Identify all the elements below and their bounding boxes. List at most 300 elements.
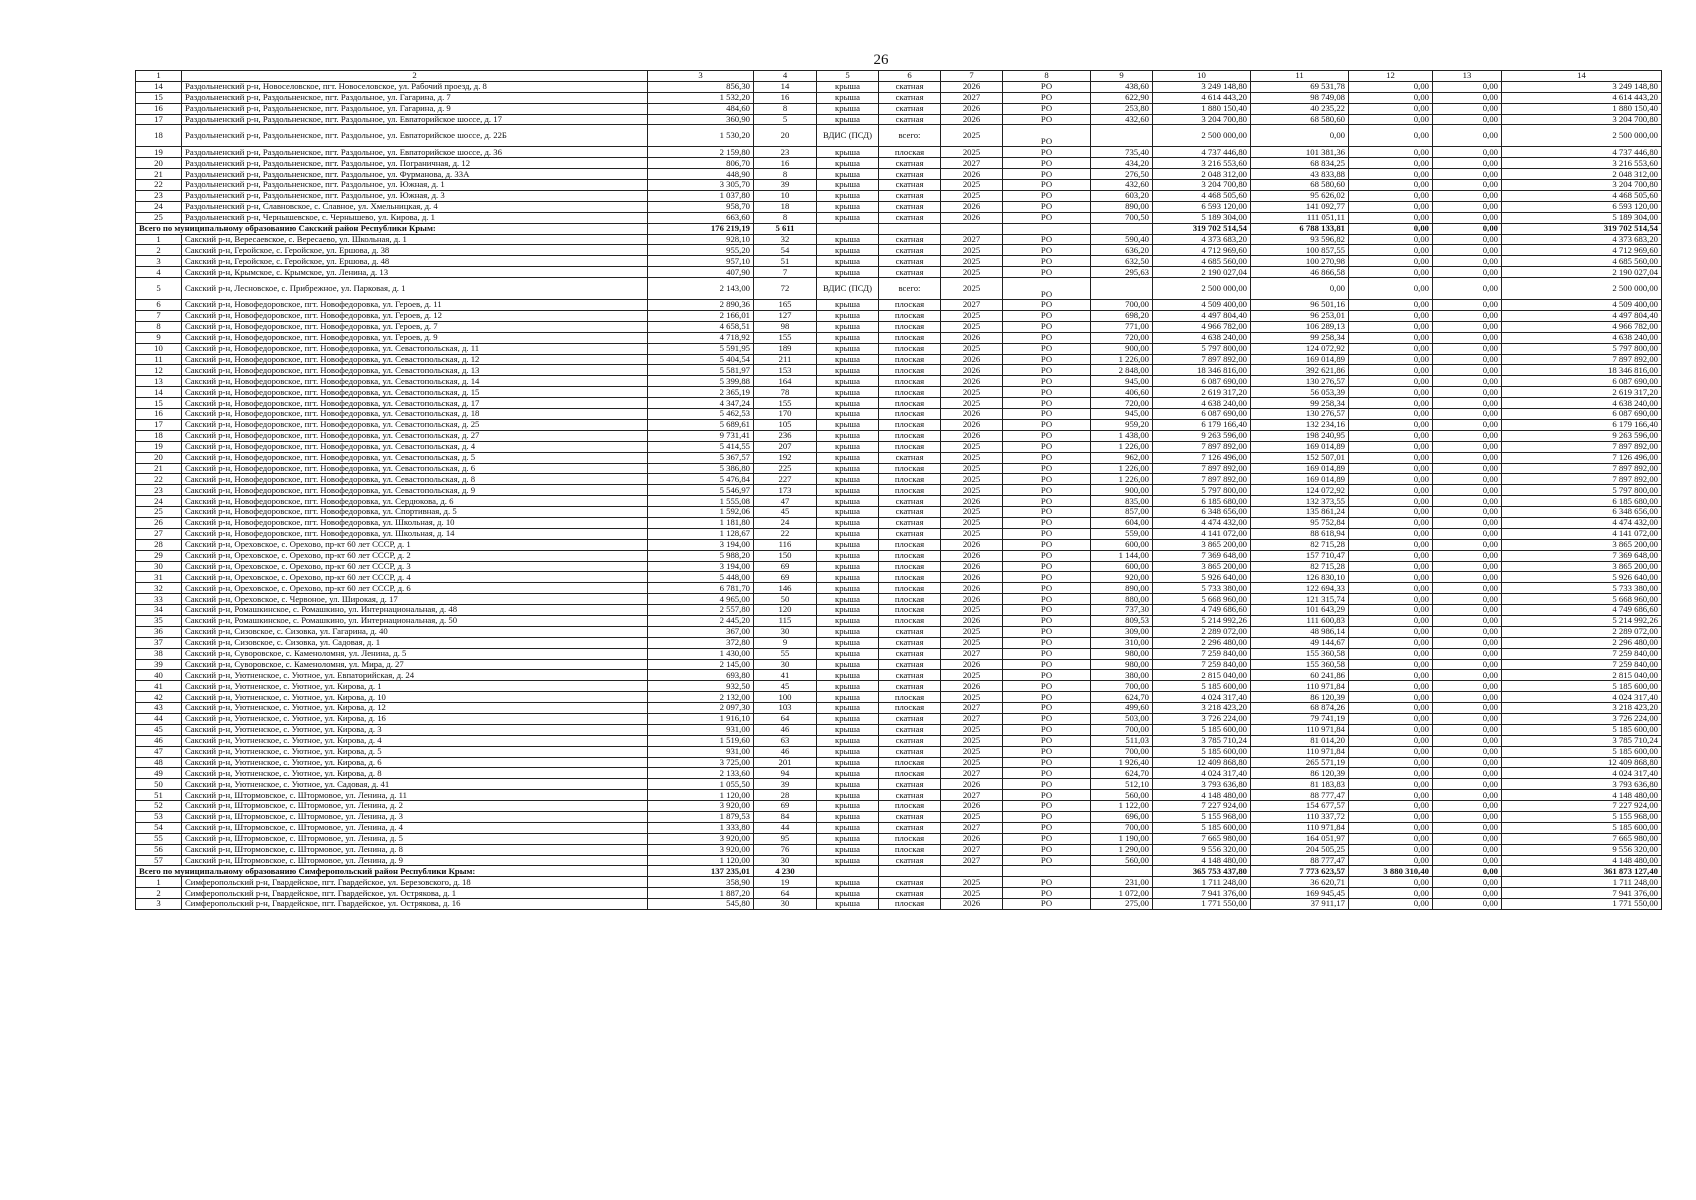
table-cell: 0,00: [1349, 746, 1433, 757]
table-cell: крыша: [817, 528, 879, 539]
table-cell: 0,00: [1349, 321, 1433, 332]
address-cell: Сакский р-н, Новофедоровское, пгт. Новофедоровка, ул. Севастопольская, д. 4: [182, 441, 648, 452]
address-cell: Сакский р-н, Уютненское, с. Уютное, ул. Кирова, д. 8: [182, 768, 648, 779]
table-cell: 0,00: [1433, 670, 1502, 681]
table-cell: 93 596,82: [1251, 234, 1349, 245]
table-cell: 120: [754, 605, 817, 616]
table-cell: 100 270,98: [1251, 256, 1349, 267]
table-cell: 47: [136, 746, 182, 757]
table-cell: 0,00: [1433, 409, 1502, 420]
table-cell: РО: [1003, 452, 1091, 463]
table-row: [136, 757, 1662, 768]
table-cell: 0,00: [1349, 594, 1433, 605]
table-cell: 2026: [941, 681, 1003, 692]
table-cell: плоская: [879, 321, 941, 332]
table-cell: крыша: [817, 757, 879, 768]
table-cell: крыша: [817, 245, 879, 256]
table-cell: крыша: [817, 103, 879, 114]
table-cell: 0,00: [1349, 528, 1433, 539]
table-cell: РО: [1003, 485, 1091, 496]
address-cell: Сакский р-н, Уютненское, с. Уютное, ул. Кирова, д. 16: [182, 713, 648, 724]
table-cell: РО: [1003, 191, 1091, 202]
table-cell: 806,70: [648, 158, 754, 169]
table-cell: крыша: [817, 201, 879, 212]
table-cell: 0,00: [1349, 877, 1433, 888]
table-cell: 3 920,00: [648, 833, 754, 844]
table-cell: 0,00: [1349, 583, 1433, 594]
table-cell: 2027: [941, 158, 1003, 169]
table-cell: 96 253,01: [1251, 311, 1349, 322]
table-cell: РО: [1003, 430, 1091, 441]
table-cell: 2026: [941, 409, 1003, 420]
table-cell: плоская: [879, 398, 941, 409]
table-cell: 231,00: [1091, 877, 1153, 888]
table-cell: 169 014,89: [1251, 463, 1349, 474]
table-cell: 857,00: [1091, 507, 1153, 518]
table-cell: 5: [754, 114, 817, 125]
address-cell: Сакский р-н, Уютненское, с. Уютное, ул. Кирова, д. 5: [182, 746, 648, 757]
address-cell: Сакский р-н, Уютненское, с. Уютное, ул. Кирова, д. 6: [182, 757, 648, 768]
table-cell: 720,00: [1091, 398, 1153, 409]
table-cell: 7 897 892,00: [1153, 441, 1251, 452]
table-cell: РО: [1003, 376, 1091, 387]
table-cell: 4 638 240,00: [1153, 398, 1251, 409]
table-cell: крыша: [817, 485, 879, 496]
table-cell: 6 179 166,40: [1502, 419, 1662, 430]
table-cell: 0,00: [1349, 561, 1433, 572]
table-cell: 12 409 868,80: [1153, 757, 1251, 768]
address-cell: Сакский р-н, Новофедоровское, пгт. Новофедоровка, ул. Севастопольская, д. 5: [182, 452, 648, 463]
table-cell: плоская: [879, 485, 941, 496]
table-cell: 0,00: [1433, 332, 1502, 343]
table-cell: плоская: [879, 474, 941, 485]
table-cell: скатная: [879, 713, 941, 724]
table-cell: РО: [1003, 561, 1091, 572]
table-cell: 2025: [941, 245, 1003, 256]
table-cell: 700,00: [1091, 681, 1153, 692]
table-cell: 170: [754, 409, 817, 420]
table-cell: 6 185 680,00: [1502, 496, 1662, 507]
table-cell: 6 087 690,00: [1153, 376, 1251, 387]
table-row: [136, 615, 1662, 626]
table-cell: 5 797 800,00: [1153, 485, 1251, 496]
address-cell: Раздольненский р-н, Раздольненское, пгт. Раздольное, ул. Гагарина, д. 7: [182, 92, 648, 103]
table-cell: 0,00: [1433, 550, 1502, 561]
table-cell: 275,00: [1091, 899, 1153, 910]
table-cell: 5 155 968,00: [1153, 812, 1251, 823]
table-cell: 2 143,00: [648, 278, 754, 300]
table-cell: 2026: [941, 550, 1003, 561]
table-cell: 24: [136, 201, 182, 212]
subtotal-cell: [1003, 223, 1091, 234]
table-cell: 928,10: [648, 234, 754, 245]
table-cell: РО: [1003, 365, 1091, 376]
table-cell: 1 532,20: [648, 92, 754, 103]
table-cell: скатная: [879, 452, 941, 463]
table-cell: 959,20: [1091, 419, 1153, 430]
table-cell: 2027: [941, 648, 1003, 659]
table-cell: 135 861,24: [1251, 507, 1349, 518]
table-cell: 9 263 596,00: [1502, 430, 1662, 441]
table-cell: 2 557,80: [648, 605, 754, 616]
table-cell: 41: [136, 681, 182, 692]
table-cell: 0,00: [1349, 768, 1433, 779]
table-cell: крыша: [817, 430, 879, 441]
table-cell: крыша: [817, 387, 879, 398]
table-cell: 2 166,01: [648, 311, 754, 322]
table-cell: 7 897 892,00: [1153, 354, 1251, 365]
table-cell: 64: [754, 713, 817, 724]
table-cell: 392 621,86: [1251, 365, 1349, 376]
table-cell: 98: [754, 321, 817, 332]
table-cell: РО: [1003, 757, 1091, 768]
table-cell: 3 793 636,80: [1502, 779, 1662, 790]
table-cell: 7 897 892,00: [1502, 354, 1662, 365]
table-cell: 5 926 640,00: [1153, 572, 1251, 583]
table-cell: 0,00: [1349, 114, 1433, 125]
subtotal-cell: [879, 223, 941, 234]
table-cell: 945,00: [1091, 409, 1153, 420]
table-cell: 2026: [941, 430, 1003, 441]
table-cell: 1 519,60: [648, 735, 754, 746]
table-cell: 37: [136, 637, 182, 648]
table-cell: 0,00: [1433, 899, 1502, 910]
table-cell: крыша: [817, 692, 879, 703]
table-cell: 15: [136, 398, 182, 409]
address-cell: Раздольненский р-н, Раздольненское, пгт. Раздольное, ул. Гагарина, д. 9: [182, 103, 648, 114]
table-cell: скатная: [879, 637, 941, 648]
table-cell: 36: [136, 626, 182, 637]
table-cell: плоская: [879, 899, 941, 910]
table-cell: скатная: [879, 724, 941, 735]
table-row: [136, 158, 1662, 169]
table-row: [136, 626, 1662, 637]
table-cell: 2 159,80: [648, 147, 754, 158]
table-cell: скатная: [879, 822, 941, 833]
table-cell: РО: [1003, 899, 1091, 910]
table-cell: 94: [754, 768, 817, 779]
subtotal-label: Всего по муниципальному образованию Сакский район Республики Крым:: [136, 223, 648, 234]
table-row: [136, 169, 1662, 180]
table-cell: 603,20: [1091, 191, 1153, 202]
table-cell: 49 144,67: [1251, 637, 1349, 648]
address-cell: Сакский р-н, Штормовское, с. Штормовое, ул. Ленина, д. 5: [182, 833, 648, 844]
table-cell: 2026: [941, 332, 1003, 343]
table-cell: 0,00: [1433, 212, 1502, 223]
table-cell: 0,00: [1433, 724, 1502, 735]
table-cell: 7 259 840,00: [1153, 648, 1251, 659]
table-cell: 155 360,58: [1251, 648, 1349, 659]
table-cell: 18: [136, 430, 182, 441]
table-cell: 4 148 480,00: [1153, 855, 1251, 866]
table-cell: 69: [754, 572, 817, 583]
table-cell: крыша: [817, 496, 879, 507]
table-cell: 0,00: [1433, 561, 1502, 572]
table-cell: 54: [136, 822, 182, 833]
table-cell: 0,00: [1349, 103, 1433, 114]
table-cell: 32: [136, 583, 182, 594]
table-cell: 512,10: [1091, 779, 1153, 790]
table-cell: 0,00: [1349, 332, 1433, 343]
table-cell: 18 346 816,00: [1153, 365, 1251, 376]
table-cell: всего:: [879, 278, 941, 300]
table-cell: 164 051,97: [1251, 833, 1349, 844]
table-row: [136, 746, 1662, 757]
table-cell: плоская: [879, 365, 941, 376]
subtotal-label: Всего по муниципальному образованию Симферопольский район Республики Крым:: [136, 866, 648, 877]
table-cell: 0,00: [1349, 899, 1433, 910]
table-cell: 17: [136, 114, 182, 125]
table-cell: 1 120,00: [648, 855, 754, 866]
table-cell: 2025: [941, 735, 1003, 746]
table-cell: 110 337,72: [1251, 812, 1349, 823]
table-cell: крыша: [817, 419, 879, 430]
column-number: 12: [1349, 71, 1433, 82]
table-cell: крыша: [817, 539, 879, 550]
table-cell: 51: [136, 790, 182, 801]
table-cell: 2025: [941, 180, 1003, 191]
table-cell: 4 749 686,60: [1153, 605, 1251, 616]
subtotal-cell: 0,00: [1433, 223, 1502, 234]
table-row: [136, 550, 1662, 561]
table-cell: 236: [754, 430, 817, 441]
column-number: 4: [754, 71, 817, 82]
address-cell: Сакский р-н, Штормовское, с. Штормовое, ул. Ленина, д. 3: [182, 812, 648, 823]
table-cell: 54: [754, 245, 817, 256]
table-cell: 0,00: [1349, 517, 1433, 528]
table-cell: 31: [136, 572, 182, 583]
table-cell: 2026: [941, 114, 1003, 125]
table-cell: РО: [1003, 713, 1091, 724]
table-cell: крыша: [817, 191, 879, 202]
table-cell: 2025: [941, 267, 1003, 278]
table-cell: 310,00: [1091, 637, 1153, 648]
table-cell: 4 497 804,40: [1153, 311, 1251, 322]
table-cell: 11: [136, 354, 182, 365]
subtotal-cell: 319 702 514,54: [1502, 223, 1662, 234]
table-cell: РО: [1003, 245, 1091, 256]
table-cell: 2026: [941, 103, 1003, 114]
table-cell: 4 373 683,20: [1153, 234, 1251, 245]
table-cell: 207: [754, 441, 817, 452]
table-cell: 700,00: [1091, 822, 1153, 833]
table-cell: 0,00: [1433, 539, 1502, 550]
table-cell: 3 218 423,20: [1153, 703, 1251, 714]
table-cell: 957,10: [648, 256, 754, 267]
address-cell: Раздольненский р-н, Раздольненское, пгт. Раздольное, ул. Евпаторийское шоссе, д. 22Б: [182, 125, 648, 147]
table-cell: 0,00: [1349, 180, 1433, 191]
table-cell: 636,20: [1091, 245, 1153, 256]
table-row: [136, 713, 1662, 724]
table-cell: 1 430,00: [648, 648, 754, 659]
table-cell: 4 712 969,60: [1502, 245, 1662, 256]
table-row: [136, 278, 1662, 300]
table-cell: скатная: [879, 779, 941, 790]
subtotal-cell: 5 611: [754, 223, 817, 234]
table-cell: 2026: [941, 899, 1003, 910]
table-row: [136, 779, 1662, 790]
table-cell: 0,00: [1433, 768, 1502, 779]
table-cell: плоская: [879, 539, 941, 550]
table-cell: 0,00: [1433, 790, 1502, 801]
table-cell: 18: [136, 125, 182, 147]
table-cell: 5 214 992,26: [1153, 615, 1251, 626]
table-cell: 0,00: [1349, 812, 1433, 823]
address-cell: Сакский р-н, Штормовское, с. Штормовое, ул. Ленина, д. 8: [182, 844, 648, 855]
column-number: 11: [1251, 71, 1349, 82]
table-cell: скатная: [879, 659, 941, 670]
column-number: 8: [1003, 71, 1091, 82]
table-cell: 624,70: [1091, 768, 1153, 779]
table-cell: 126 830,10: [1251, 572, 1349, 583]
table-cell: 1 887,20: [648, 888, 754, 899]
table-cell: 0,00: [1349, 496, 1433, 507]
address-cell: Сакский р-н, Штормовское, с. Штормовое, ул. Ленина, д. 2: [182, 801, 648, 812]
address-cell: Раздольненский р-н, Славновское, с. Славное, ул. Хмельницкая, д. 4: [182, 201, 648, 212]
table-cell: 0,00: [1349, 212, 1433, 223]
table-cell: скатная: [879, 267, 941, 278]
table-row: [136, 768, 1662, 779]
address-cell: Сакский р-н, Новофедоровское, пгт. Новофедоровка, ул. Школьная, д. 10: [182, 517, 648, 528]
table-cell: 4: [136, 267, 182, 278]
table-cell: 204 505,25: [1251, 844, 1349, 855]
table-cell: 50: [136, 779, 182, 790]
table-cell: 110 971,84: [1251, 681, 1349, 692]
column-number: 10: [1153, 71, 1251, 82]
table-cell: 6 348 656,00: [1502, 507, 1662, 518]
address-cell: Симферопольский р-н, Гвардейское, пгт. Гвардейское, ул. Березовского, д. 18: [182, 877, 648, 888]
table-cell: скатная: [879, 648, 941, 659]
table-cell: 18 346 816,00: [1502, 365, 1662, 376]
address-cell: Сакский р-н, Новофедоровское, пгт. Новофедоровка, ул. Героев, д. 9: [182, 332, 648, 343]
table-cell: 5 155 968,00: [1502, 812, 1662, 823]
table-cell: 49: [136, 768, 182, 779]
table-cell: 2025: [941, 387, 1003, 398]
table-cell: 5 733 380,00: [1153, 583, 1251, 594]
table-cell: 0,00: [1349, 703, 1433, 714]
address-cell: Сакский р-н, Ореховское, с. Орехово, пр-кт 60 лет СССР, д. 3: [182, 561, 648, 572]
table-cell: 46: [754, 746, 817, 757]
table-cell: 81 014,20: [1251, 735, 1349, 746]
table-cell: 700,50: [1091, 212, 1153, 223]
address-cell: Раздольненский р-н, Новоселовское, пгт. Новоселовское, ул. Рабочий проезд, д. 8: [182, 81, 648, 92]
table-cell: 3 218 423,20: [1502, 703, 1662, 714]
table-cell: плоская: [879, 376, 941, 387]
table-row: [136, 114, 1662, 125]
table-cell: скатная: [879, 681, 941, 692]
table-cell: 95 752,84: [1251, 517, 1349, 528]
table-cell: 22: [136, 474, 182, 485]
table-cell: 2025: [941, 474, 1003, 485]
table-cell: крыша: [817, 822, 879, 833]
table-cell: РО: [1003, 114, 1091, 125]
table-row: [136, 637, 1662, 648]
table-cell: 0,00: [1433, 452, 1502, 463]
table-cell: РО: [1003, 81, 1091, 92]
table-cell: 5 185 600,00: [1502, 681, 1662, 692]
table-cell: скатная: [879, 234, 941, 245]
table-cell: крыша: [817, 790, 879, 801]
table-cell: 560,00: [1091, 790, 1153, 801]
table-cell: 4 024 317,40: [1153, 768, 1251, 779]
subtotal-cell: [941, 223, 1003, 234]
table-cell: скатная: [879, 888, 941, 899]
table-cell: крыша: [817, 256, 879, 267]
table-cell: 2 815 040,00: [1502, 670, 1662, 681]
table-cell: 0,00: [1433, 517, 1502, 528]
table-cell: 4 468 505,60: [1153, 191, 1251, 202]
table-cell: РО: [1003, 626, 1091, 637]
table-cell: 69 531,78: [1251, 81, 1349, 92]
table-cell: 0,00: [1433, 474, 1502, 485]
table-cell: 5 185 600,00: [1153, 681, 1251, 692]
table-cell: 82 715,28: [1251, 561, 1349, 572]
table-cell: 46 866,58: [1251, 267, 1349, 278]
table-cell: крыша: [817, 572, 879, 583]
table-cell: РО: [1003, 180, 1091, 191]
table-row: [136, 332, 1662, 343]
table-cell: крыша: [817, 311, 879, 322]
table-cell: 4 347,24: [648, 398, 754, 409]
table-cell: 511,03: [1091, 735, 1153, 746]
table-cell: 86 120,39: [1251, 692, 1349, 703]
address-cell: Сакский р-н, Новофедоровское, пгт. Новофедоровка, ул. Севастопольская, д. 14: [182, 376, 648, 387]
table-cell: 2027: [941, 790, 1003, 801]
table-cell: 2025: [941, 637, 1003, 648]
table-cell: 0,00: [1433, 659, 1502, 670]
table-cell: 5 185 600,00: [1502, 724, 1662, 735]
table-row: [136, 343, 1662, 354]
table-cell: 600,00: [1091, 561, 1153, 572]
table-cell: 0,00: [1349, 191, 1433, 202]
table-cell: 3 204 700,80: [1153, 180, 1251, 191]
table-cell: 0,00: [1433, 147, 1502, 158]
table-cell: 2025: [941, 485, 1003, 496]
subtotal-row: [136, 866, 1662, 877]
table-cell: 2 048 312,00: [1502, 169, 1662, 180]
table-cell: 40: [136, 670, 182, 681]
table-cell: 30: [754, 659, 817, 670]
table-row: [136, 103, 1662, 114]
table-cell: 6 087 690,00: [1502, 409, 1662, 420]
table-cell: скатная: [879, 92, 941, 103]
table-cell: 5 185 600,00: [1153, 724, 1251, 735]
table-cell: 0,00: [1349, 201, 1433, 212]
table-cell: крыша: [817, 812, 879, 823]
table-row: [136, 822, 1662, 833]
table-cell: 25: [136, 212, 182, 223]
table-cell: 155: [754, 398, 817, 409]
table-cell: 2027: [941, 703, 1003, 714]
subtotal-cell: 137 235,01: [648, 866, 754, 877]
table-cell: 2026: [941, 365, 1003, 376]
table-cell: 0,00: [1349, 376, 1433, 387]
table-row: [136, 833, 1662, 844]
table-cell: 1 226,00: [1091, 441, 1153, 452]
table-cell: 5 689,61: [648, 419, 754, 430]
table-cell: 1 333,80: [648, 822, 754, 833]
table-cell: 2026: [941, 833, 1003, 844]
table-cell: 3 793 636,80: [1153, 779, 1251, 790]
address-cell: Сакский р-н, Новофедоровское, пгт. Новофедоровка, ул. Героев, д. 7: [182, 321, 648, 332]
table-cell: 51: [754, 256, 817, 267]
table-cell: 980,00: [1091, 648, 1153, 659]
table-cell: 0,00: [1433, 311, 1502, 322]
subtotal-cell: 176 219,19: [648, 223, 754, 234]
table-cell: 0,00: [1349, 801, 1433, 812]
table-cell: скатная: [879, 626, 941, 637]
table-cell: 2027: [941, 713, 1003, 724]
